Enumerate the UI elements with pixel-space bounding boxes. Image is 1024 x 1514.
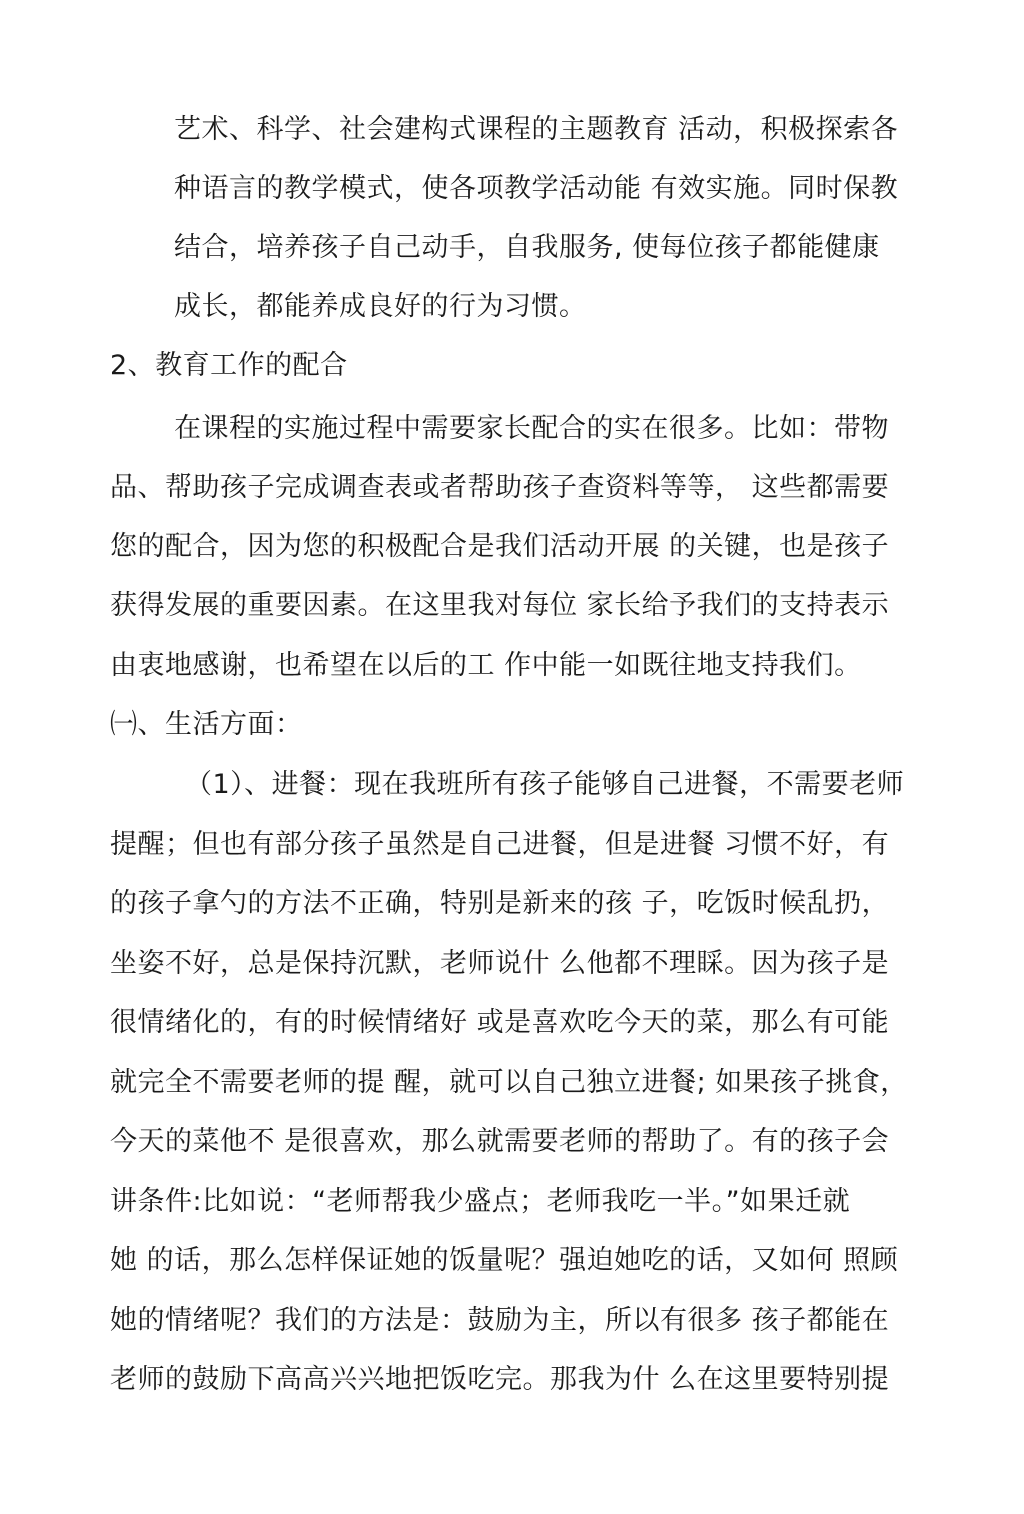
paragraph-line: 获得发展的重要因素。在这里我对每位 家长给予我们的支持表示: [110, 590, 890, 621]
paragraph-line: 讲条件:比如说：“老师帮我少盛点；老师我吃一半。”如果迁就: [110, 1186, 851, 1217]
paragraph-line: 坐姿不好，总是保持沉默，老师说什 么他都不理睬。因为孩子是: [110, 948, 890, 979]
paragraph-line: 品、帮助孩子完成调查表或者帮助孩子查资料等等， 这些都需要: [110, 472, 890, 503]
paragraph-line: 结合，培养孩子自己动手，自我服务, 使每位孩子都能健康: [174, 232, 880, 263]
paragraph-line: （1）、进餐：现在我班所有孩子能够自己进餐，不需要老师: [185, 769, 905, 800]
paragraph-line: 由衷地感谢，也希望在以后的工 作中能一如既往地支持我们。: [110, 650, 862, 681]
paragraph-line: 很情绪化的，有的时候情绪好 或是喜欢吃今天的菜，那么有可能: [110, 1007, 890, 1038]
paragraph-line: 她 的话，那么怎样保证她的饭量呢？强迫她吃的话，又如何 照顾: [110, 1245, 899, 1276]
section-heading: 2、教育工作的配合: [110, 350, 348, 381]
paragraph-line: 就完全不需要老师的提 醒，就可以自己独立进餐; 如果孩子挑食，: [110, 1067, 908, 1098]
paragraph-line: 艺术、科学、社会建构式课程的主题教育 活动，积极探索各: [174, 114, 899, 145]
paragraph-line: 今天的菜他不 是很喜欢，那么就需要老师的帮助了。有的孩子会: [110, 1126, 890, 1157]
paragraph-line: 种语言的教学模式，使各项教学活动能 有效实施。同时保教: [174, 173, 899, 204]
section-heading: ㈠、生活方面：: [110, 709, 303, 740]
paragraph-line: 您的配合，因为您的积极配合是我们活动开展 的关键，也是孩子: [110, 531, 890, 562]
paragraph-line: 在课程的实施过程中需要家长配合的实在很多。比如：带物: [174, 413, 889, 444]
paragraph-line: 成长，都能养成良好的行为习惯。: [174, 291, 587, 322]
paragraph-line: 她的情绪呢？我们的方法是：鼓励为主，所以有很多 孩子都能在: [110, 1305, 890, 1336]
paragraph-line: 的孩子拿勺的方法不正确，特别是新来的孩 子，吃饭时候乱扔，: [110, 888, 890, 919]
paragraph-line: 老师的鼓励下高高兴兴地把饭吃完。那我为什 么在这里要特别提: [110, 1364, 890, 1395]
paragraph-line: 提醒；但也有部分孩子虽然是自己进餐，但是进餐 习惯不好，有: [110, 829, 890, 860]
